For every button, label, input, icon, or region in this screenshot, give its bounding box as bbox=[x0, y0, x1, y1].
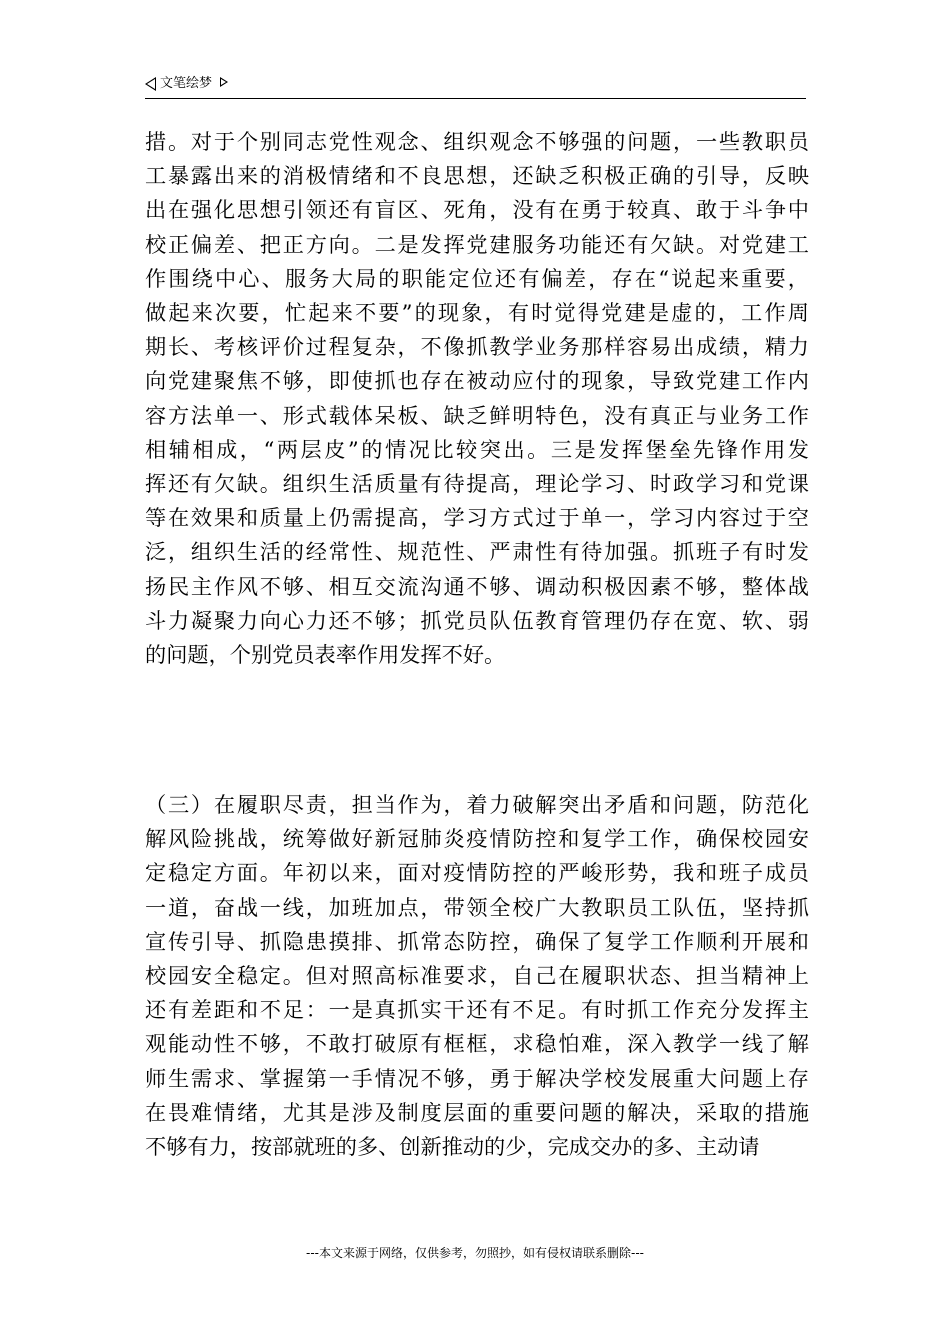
text-line: 宣传引导、抓隐患摸排、抓常态防控，确保了复学工作顺利开展和 bbox=[145, 928, 809, 954]
text-line: 在畏难情绪，尤其是涉及制度层面的重要问题的解决，采取的措施 bbox=[145, 1099, 809, 1125]
text-line: 挥还有欠缺。组织生活质量有待提高，理论学习、时政学习和党课 bbox=[145, 471, 809, 497]
header-inner bbox=[145, 74, 806, 94]
page-header bbox=[145, 74, 806, 99]
text-line: 做起来次要，忙起来不要”的现象，有时觉得党建是虚的，工作周 bbox=[145, 300, 809, 326]
text-line: 定稳定方面。年初以来，面对疫情防控的严峻形势，我和班子成员 bbox=[145, 860, 809, 886]
text-line: 作围绕中心、服务大局的职能定位还有偏差，存在“说起来重要， bbox=[145, 265, 809, 291]
text-line: 校正偏差、把正方向。二是发挥党建服务功能还有欠缺。对党建工 bbox=[145, 231, 809, 257]
text-line: 期长、考核评价过程复杂，不像抓教学业务那样容易出成绩，精力 bbox=[145, 334, 809, 360]
text-line: 斗力凝聚力向心力还不够；抓党员队伍教育管理仍存在宽、软、弱 bbox=[145, 607, 809, 633]
text-line: 校园安全稳定。但对照高标准要求，自己在履职状态、担当精神上 bbox=[145, 963, 809, 989]
footer-disclaimer: ---本文来源于网络，仅供参考，勿照抄，如有侵权请联系删除--- bbox=[306, 1246, 644, 1260]
triangle-left-outline-icon bbox=[145, 77, 156, 91]
body-paragraph-1 bbox=[145, 125, 809, 672]
text-line: 等在效果和质量上仍需提高，学习方式过于单一，学习内容过于空 bbox=[145, 505, 809, 531]
text-line: （三）在履职尽责，担当作为，着力破解突出矛盾和问题，防范化 bbox=[145, 792, 809, 817]
text-line: 一道，奋战一线，加班加点，带领全校广大教职员工队伍，坚持抓 bbox=[145, 894, 809, 920]
text-line: 解风险挑战，统筹做好新冠肺炎疫情防控和复学工作，确保校园安 bbox=[145, 826, 809, 852]
text-line: 不够有力，按部就班的多、创新推动的少，完成交办的多、主动请 bbox=[145, 1134, 760, 1160]
text-line: 措。对于个别同志党性观念、组织观念不够强的问题，一些教职员 bbox=[145, 129, 809, 154]
text-line: 师生需求、掌握第一手情况不够，勇于解决学校发展重大问题上存 bbox=[145, 1065, 809, 1091]
text-line: 还有差距和不足：一是真抓实干还有不足。有时抓工作充分发挥主 bbox=[145, 997, 809, 1023]
text-line: 向党建聚焦不够，即使抓也存在被动应付的现象，导致党建工作内 bbox=[145, 368, 809, 394]
triangle-right-outline-icon bbox=[220, 77, 228, 87]
text-line: 相辅相成，“两层皮”的情况比较突出。三是发挥堡垒先锋作用发 bbox=[145, 436, 809, 462]
text-line: 观能动性不够，不敢打破原有框框，求稳怕难，深入教学一线了解 bbox=[145, 1031, 809, 1057]
text-line: 扬民主作风不够、相互交流沟通不够、调动积极因素不够，整体战 bbox=[145, 573, 809, 599]
text-line: 容方法单一、形式载体呆板、缺乏鲜明特色，没有真正与业务工作 bbox=[145, 402, 809, 428]
text-line: 工暴露出来的消极情绪和不良思想，还缺乏积极正确的引导，反映 bbox=[145, 163, 809, 189]
body-paragraph-2 bbox=[145, 788, 809, 1164]
header-title: 文笔绘梦 bbox=[160, 76, 213, 91]
text-line: 出在强化思想引领还有盲区、死角，没有在勇于较真、敢于斗争中 bbox=[145, 197, 809, 223]
text-line: 泛，组织生活的经常性、规范性、严肃性有待加强。抓班子有时发 bbox=[145, 539, 809, 565]
text-line: 的问题，个别党员表率作用发挥不好。 bbox=[145, 642, 506, 668]
